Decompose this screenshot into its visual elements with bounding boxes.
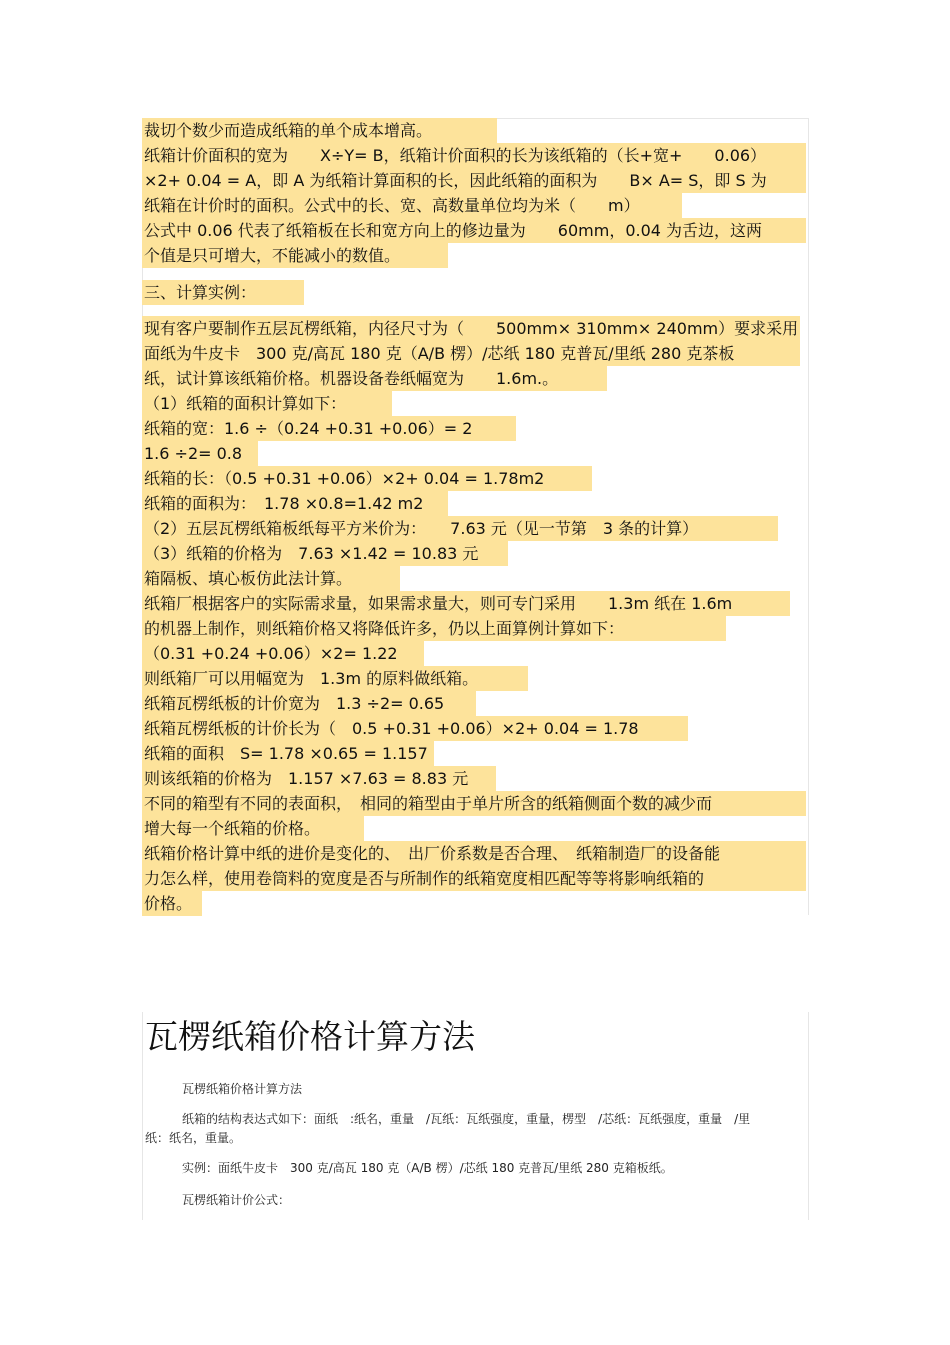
example-paragraph: 实例：面纸牛皮卡 300 克/高瓦 180 克（A/B 楞）/芯纸 180 克普瓦/里纸 280 克箱板纸。 bbox=[182, 1161, 673, 1175]
text-line: 纸箱价格计算中纸的进价是变化的、 出厂价系数是否合理、 纸箱制造厂的设备能 bbox=[142, 841, 806, 866]
text-line: 纸箱的宽：1.6 ÷（0.24 +0.31 +0.06）= 2 bbox=[142, 416, 516, 441]
text-line: 纸箱厂根据客户的实际需求量，如果需求量大，则可专门采用 1.3m 纸在 1.6m bbox=[142, 591, 790, 616]
section-heading: 三、计算实例： bbox=[142, 280, 304, 305]
text-line: 裁切个数少而造成纸箱的单个成本增高。 bbox=[142, 118, 497, 143]
structure-paragraph: 纸箱的结构表达式如下：面纸 :纸名，重量 /瓦纸：瓦纸强度，重量，楞型 /芯纸：瓦纸强度，重量 /里 bbox=[182, 1112, 751, 1126]
text-line: 纸箱在计价时的面积。公式中的长、宽、高数量单位均为米（ m） bbox=[142, 193, 682, 218]
text-line: 的机器上制作，则纸箱价格又将降低许多，仍以上面算例计算如下： bbox=[142, 616, 726, 641]
formula-heading: 瓦楞纸箱计价公式： bbox=[182, 1193, 291, 1207]
text-line: 纸箱瓦楞纸板的计价宽为 1.3 ÷2= 0.65 bbox=[142, 691, 476, 716]
text-line: （3）纸箱的价格为 7.63 ×1.42 = 10.83 元 bbox=[142, 541, 508, 566]
text-line: 纸箱的面积 S= 1.78 ×0.65 = 1.157 bbox=[142, 741, 434, 766]
text-line: （1）纸箱的面积计算如下： bbox=[142, 391, 392, 416]
text-line: 增大每一个纸箱的价格。 bbox=[142, 816, 364, 841]
text-line: 箱隔板、填心板仿此法计算。 bbox=[142, 566, 400, 591]
text-line: （0.31 +0.24 +0.06）×2= 1.22 bbox=[142, 641, 424, 666]
text-line: 面纸为牛皮卡 300 克/高瓦 180 克（A/B 楞）/芯纸 180 克普瓦/里纸 280 克茶板 bbox=[142, 341, 800, 366]
text-line: 现有客户要制作五层瓦楞纸箱，内径尺寸为（ 500mm× 310mm× 240mm）要求采用 bbox=[142, 316, 800, 341]
subtitle: 瓦楞纸箱价格计算方法 bbox=[182, 1082, 303, 1096]
page-title: 瓦楞纸箱价格计算方法 bbox=[145, 1017, 475, 1056]
structure-paragraph-cont: 纸：纸名，重量。 bbox=[145, 1131, 242, 1145]
text-line: 不同的箱型有不同的表面积， 相同的箱型由于单片所含的纸箱侧面个数的减少而 bbox=[142, 791, 806, 816]
text-line: 纸箱的长：（0.5 +0.31 +0.06）×2+ 0.04 = 1.78m2 bbox=[142, 466, 592, 491]
text-line: 力怎么样，使用卷筒料的宽度是否与所制作的纸箱宽度相匹配等等将影响纸箱的 bbox=[142, 866, 806, 891]
text-line: （2）五层瓦楞纸箱板纸每平方米价为： 7.63 元（见一节第 3 条的计算） bbox=[142, 516, 778, 541]
text-line: 纸箱的面积为： 1.78 ×0.8=1.42 m2 bbox=[142, 491, 448, 516]
text-line: 1.6 ÷2= 0.8 bbox=[142, 441, 258, 466]
text-line: 纸，试计算该纸箱价格。机器设备卷纸幅宽为 1.6m.。 bbox=[142, 366, 607, 391]
text-line: 个值是只可增大，不能减小的数值。 bbox=[142, 243, 448, 268]
text-line: 纸箱瓦楞纸板的计价长为（ 0.5 +0.31 +0.06）×2+ 0.04 = 1.78 bbox=[142, 716, 688, 741]
text-line: 则纸箱厂可以用幅宽为 1.3m 的原料做纸箱。 bbox=[142, 666, 528, 691]
text-line: ×2+ 0.04 = A，即 A 为纸箱计算面积的长，因此纸箱的面积为 B× A= S，即 S 为 bbox=[142, 168, 806, 193]
text-line: 公式中 0.06 代表了纸箱板在长和宽方向上的修边量为 60mm，0.04 为舌边，这两 bbox=[142, 218, 806, 243]
text-line: 则该纸箱的价格为 1.157 ×7.63 = 8.83 元 bbox=[142, 766, 496, 791]
text-line: 价格。 bbox=[142, 891, 202, 916]
text-line: 纸箱计价面积的宽为 X÷Y= B，纸箱计价面积的长为该纸箱的（长+宽+ 0.06） bbox=[142, 143, 806, 168]
